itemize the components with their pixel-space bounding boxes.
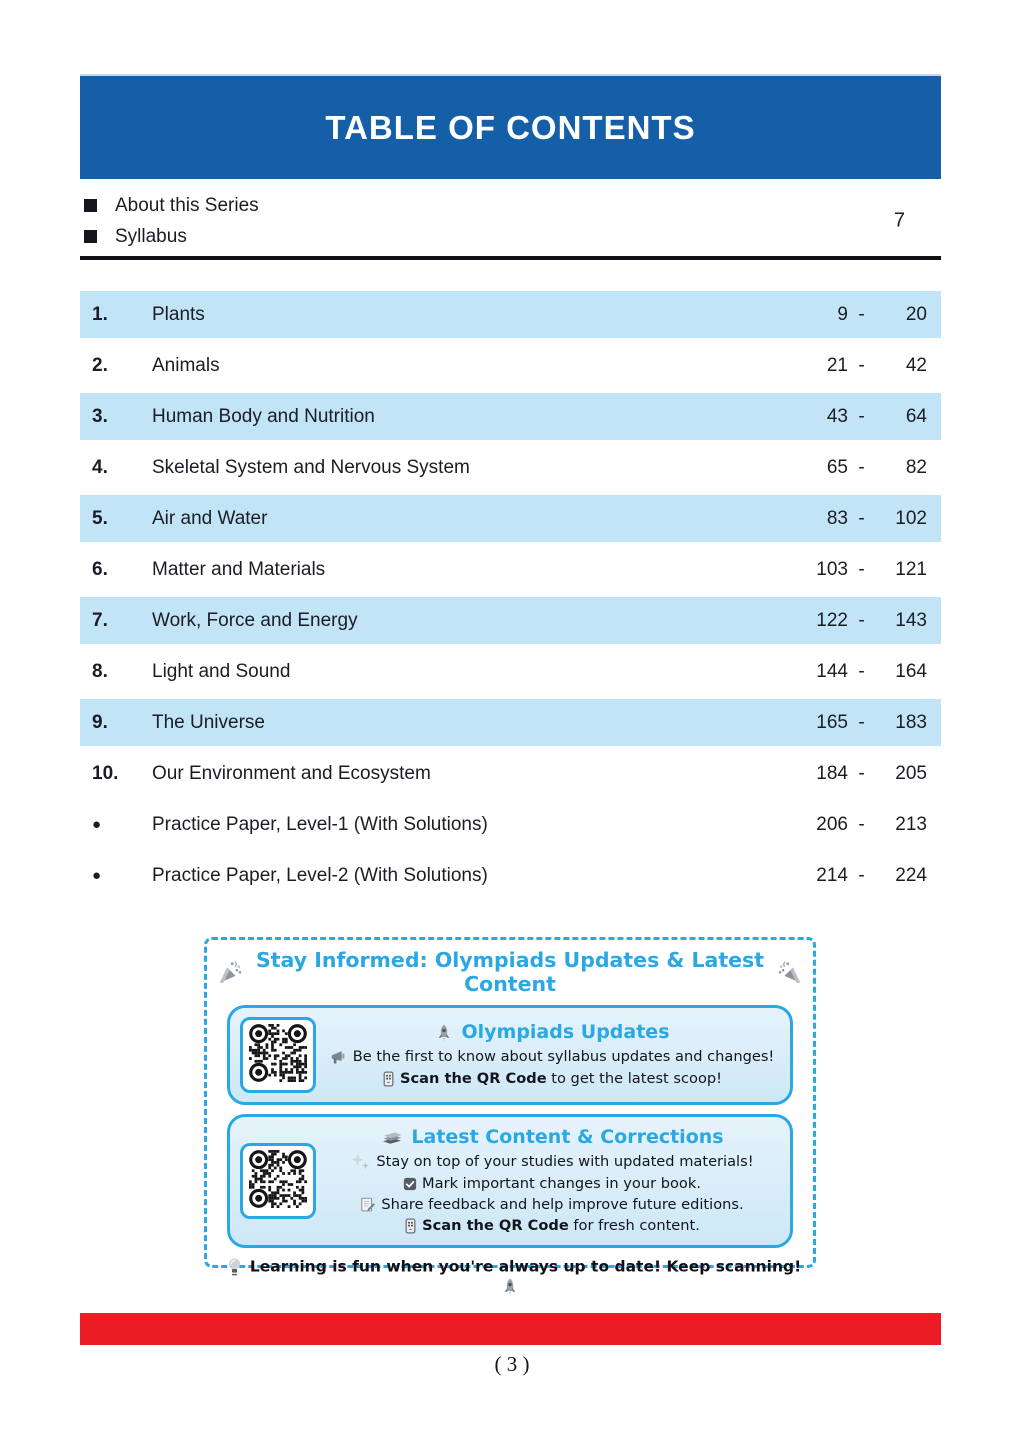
page-range-dash: - [858, 303, 865, 325]
promo-card-lines [326, 1046, 778, 1088]
qr-code [240, 1143, 316, 1219]
chapter-number: 8. [92, 660, 108, 682]
party-popper-icon [776, 959, 803, 986]
megaphone-icon [330, 1048, 348, 1066]
promo-cards [207, 1005, 813, 1248]
lightbulb-icon [227, 1257, 242, 1277]
chapter-title: The Universe [152, 711, 265, 733]
page-range-dash: - [858, 456, 865, 478]
promo-card-body [326, 1126, 778, 1236]
page-start: 103 [816, 558, 848, 580]
chapter-title: Human Body and Nutrition [152, 405, 375, 427]
page-start: 9 [837, 303, 848, 325]
page-end: 213 [895, 813, 927, 835]
chapter-page-range [802, 559, 927, 581]
line-emphasis: Scan the QR Code [399, 1069, 547, 1087]
page-end: 143 [895, 609, 927, 631]
toc-row [80, 393, 941, 440]
page-start: 83 [826, 507, 848, 529]
chapter-title: Practice Paper, Level-2 (With Solutions) [152, 864, 488, 886]
page-end: 20 [905, 303, 927, 325]
chapter-title: Work, Force and Energy [152, 609, 358, 631]
page-start: 122 [816, 609, 848, 631]
chapter-title: Matter and Materials [152, 558, 326, 580]
promo-card [227, 1114, 793, 1248]
promo-card-line [326, 1194, 778, 1215]
chapter-number: 7. [92, 609, 108, 631]
page-range-dash: - [858, 354, 865, 376]
rocket-icon [500, 1277, 520, 1297]
toc-row [80, 852, 941, 899]
line-text: for fresh content. [568, 1216, 700, 1234]
page-start: 144 [816, 660, 848, 682]
promo-card-line [326, 1068, 778, 1089]
square-bullet-icon [84, 199, 97, 212]
chapter-page-range [802, 610, 927, 632]
page-start: 184 [816, 762, 848, 784]
promo-card-heading-text: Olympiads Updates [461, 1021, 670, 1044]
toc-row [80, 291, 941, 338]
toc-row [80, 699, 941, 746]
promo-card-heading-text: Latest Content & Corrections [411, 1126, 724, 1148]
qr-code [240, 1017, 316, 1093]
line-text: Mark important changes in your book. [422, 1174, 701, 1192]
promo-footer [207, 1257, 813, 1297]
line-text: to get the latest scoop! [546, 1069, 723, 1087]
page-end: 224 [895, 864, 927, 886]
page-start: 21 [826, 354, 848, 376]
chapter-page-range [802, 814, 927, 836]
stay-informed-title: Stay Informed: Olympiads Updates & Latest Content [255, 948, 765, 996]
promo-card-line [326, 1151, 778, 1173]
line-text: Be the first to know about syllabus updates and changes! [352, 1048, 775, 1066]
page-start: 43 [826, 405, 848, 427]
line-emphasis: Scan the QR Code [422, 1216, 569, 1234]
front-matter-item-syllabus [80, 221, 941, 252]
toc-row [80, 342, 941, 389]
page-start: 165 [816, 711, 848, 733]
books-icon [380, 1128, 404, 1147]
line-text: Stay on top of your studies with updated materials! [376, 1153, 754, 1170]
page-range-dash: - [858, 405, 865, 427]
chapter-number: 2. [92, 354, 108, 376]
page-range-dash: - [858, 711, 865, 733]
chapter-page-range [802, 661, 927, 683]
page-end: 164 [895, 660, 927, 682]
sparkles-icon [350, 1152, 371, 1173]
front-matter-item-about [80, 190, 941, 221]
phone-icon [404, 1218, 417, 1234]
phone-icon [382, 1071, 395, 1087]
promo-card-heading [326, 1126, 778, 1148]
promo-footer-text: Learning is fun when you're always up to date! Keep scanning! [249, 1257, 802, 1276]
toc-row [80, 495, 941, 542]
circle-bullet-icon: ● [92, 867, 102, 884]
page-range-dash: - [858, 864, 865, 886]
stay-informed-title-row [207, 948, 813, 996]
page-end: 64 [905, 405, 927, 427]
chapter-number: 3. [92, 405, 108, 427]
chapter-title: Skeletal System and Nervous System [152, 456, 470, 478]
page-end: 42 [905, 354, 927, 376]
stay-informed-box [204, 937, 816, 1276]
page-range-dash: - [858, 660, 865, 682]
footer-red-bar [80, 1313, 941, 1345]
promo-card-line [326, 1215, 778, 1236]
promo-card-line [326, 1046, 778, 1067]
promo-card-heading [326, 1021, 778, 1043]
toc-list [80, 291, 941, 903]
promo-card-line [326, 1173, 778, 1194]
checkbox-icon [403, 1177, 417, 1191]
chapter-number: 6. [92, 558, 108, 580]
chapter-title: Plants [152, 303, 205, 325]
toc-row [80, 648, 941, 695]
chapter-title: Practice Paper, Level-1 (With Solutions) [152, 813, 488, 835]
circle-bullet-icon: ● [92, 816, 102, 833]
chapter-number: 9. [92, 711, 108, 733]
qr-code-icon [249, 1024, 307, 1086]
toc-row [80, 597, 941, 644]
page-title: TABLE OF CONTENTS [325, 108, 696, 146]
page-end: 121 [895, 558, 927, 580]
chapter-page-range [802, 712, 927, 734]
front-matter-page-number: 7 [893, 209, 905, 232]
toc-row [80, 546, 941, 593]
page-range-dash: - [858, 762, 865, 784]
toc-row [80, 444, 941, 491]
chapter-title: Light and Sound [152, 660, 291, 682]
page-end: 183 [895, 711, 927, 733]
front-matter-label: Syllabus [115, 225, 187, 247]
chapter-title: Air and Water [152, 507, 268, 529]
page-start: 214 [816, 864, 848, 886]
chapter-title: Our Environment and Ecosystem [152, 762, 431, 784]
chapter-page-range [802, 355, 927, 377]
chapter-page-range [802, 865, 927, 887]
chapter-title: Animals [152, 354, 220, 376]
rocket-icon [434, 1023, 454, 1043]
page-end: 82 [905, 456, 927, 478]
square-bullet-icon [84, 230, 97, 243]
toc-row [80, 750, 941, 797]
page-range-dash: - [858, 609, 865, 631]
chapter-number: 10. [92, 762, 119, 784]
chapter-page-range [802, 406, 927, 428]
qr-code-icon [249, 1150, 307, 1212]
divider-rule [80, 256, 941, 260]
page-range-dash: - [858, 558, 865, 580]
chapter-number: 1. [92, 303, 108, 325]
page-number: ( 3 ) [494, 1352, 530, 1376]
chapter-page-range [802, 304, 927, 326]
page-title-banner [80, 74, 941, 179]
memo-icon [360, 1197, 376, 1213]
chapter-number: 5. [92, 507, 108, 529]
page-start: 65 [826, 456, 848, 478]
page-start: 206 [816, 813, 848, 835]
toc-row [80, 801, 941, 848]
front-matter-label: About this Series [115, 194, 259, 216]
front-matter [80, 190, 941, 252]
chapter-page-range [802, 763, 927, 785]
page-range-dash: - [858, 507, 865, 529]
chapter-number: 4. [92, 456, 108, 478]
line-text: Share feedback and help improve future editions. [381, 1195, 744, 1213]
chapter-page-range [802, 508, 927, 530]
page-end: 205 [895, 762, 927, 784]
promo-card-body [326, 1021, 778, 1088]
page-end: 102 [895, 507, 927, 529]
party-popper-icon [217, 959, 244, 986]
page-range-dash: - [858, 813, 865, 835]
promo-card-lines [326, 1151, 778, 1236]
promo-card [227, 1005, 793, 1105]
chapter-page-range [802, 457, 927, 479]
